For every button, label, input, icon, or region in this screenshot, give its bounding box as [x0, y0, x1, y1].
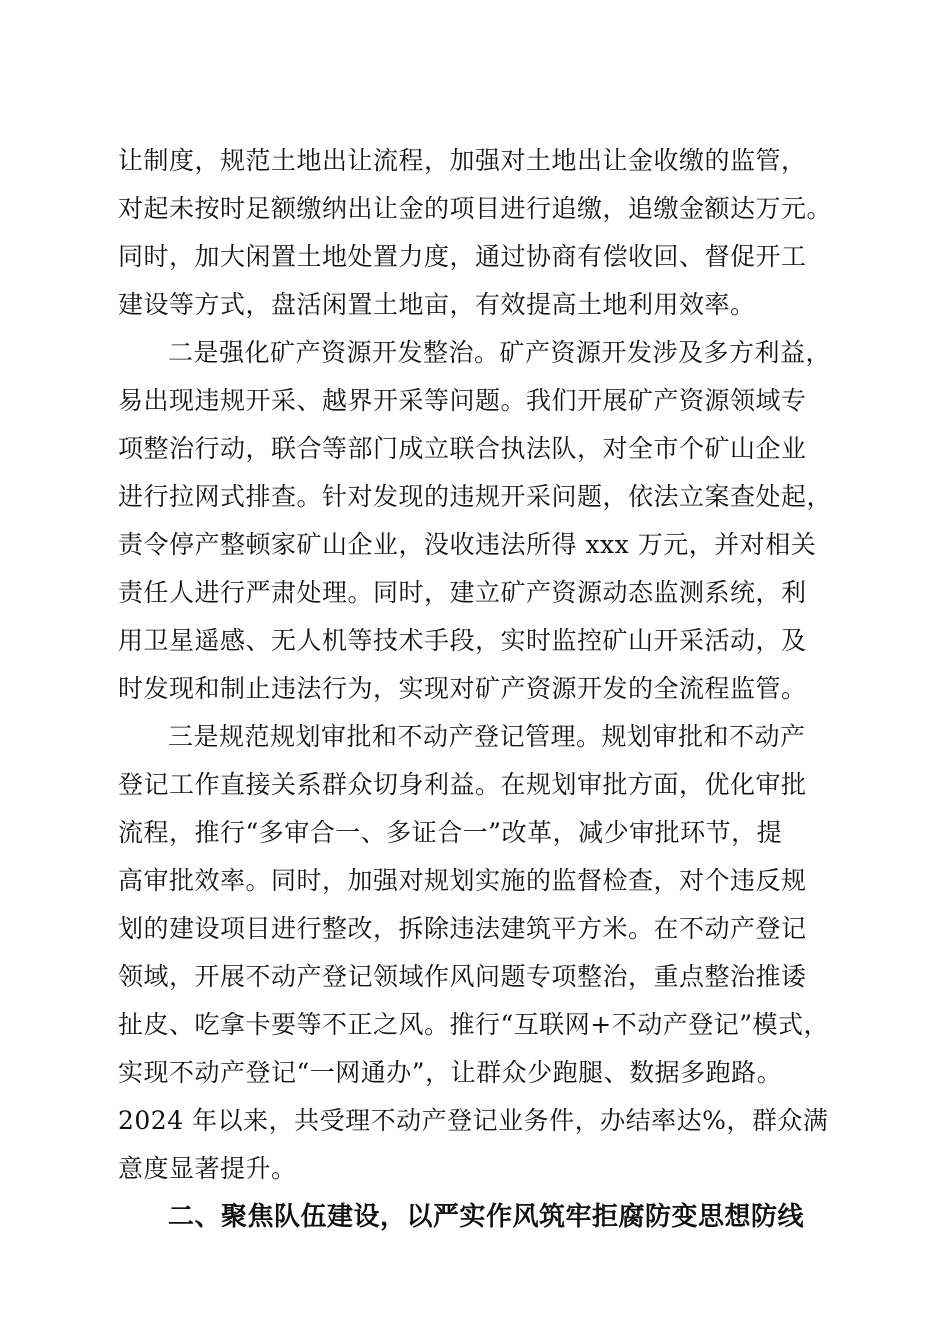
body-text-line: 登记工作直接关系群众切身利益。在规划审批方面，优化审批	[118, 770, 807, 799]
body-text-line: 对起未按时足额缴纳出让金的项目进行追缴，追缴金额达万元。	[118, 194, 833, 223]
body-text-line: 时发现和制止违法行为，实现对矿产资源开发的全流程监管。	[118, 674, 807, 703]
body-text-line	[168, 721, 806, 753]
body-text-line: 划的建设项目进行整改，拆除违法建筑平方米。在不动产登记	[118, 914, 807, 943]
body-text-line: 领域，开展不动产登记领域作风问题专项整治，重点整治推诿	[118, 962, 807, 991]
body-text-line: 意度显著提升。	[118, 1154, 297, 1183]
body-text-line: 扯皮、吃拿卡要等不正之风。推行“互联网+不动产登记”模式，	[118, 1010, 830, 1039]
body-text-line: 2024 年以来，共受理不动产登记业务件，办结率达%，群众满	[118, 1106, 829, 1135]
body-text-line: 责令停产整顿家矿山企业，没收违法所得 xxx 万元，并对相关	[118, 530, 817, 559]
body-text-line: 流程，推行“多审合一、多证合一”改革，减少审批环节，提	[118, 818, 783, 847]
body-text-line: 责任人进行严肃处理。同时，建立矿产资源动态监测系统，利	[118, 578, 807, 607]
body-text-line: 实现不动产登记“一网通办”，让群众少跑腿、数据多跑路。	[118, 1058, 783, 1087]
body-text-line: 易出现违规开采、越界开采等问题。我们开展矿产资源领域专	[118, 386, 807, 415]
body-text-line: 项整治行动，联合等部门成立联合执法队，对全市个矿山企业	[118, 434, 807, 463]
body-text-line: 同时，加大闲置土地处置力度，通过协商有偿收回、督促开工	[118, 242, 807, 271]
body-text-line: 高审批效率。同时，加强对规划实施的监督检查，对个违反规	[118, 866, 807, 895]
section-heading: 二、聚焦队伍建设，以严实作风筑牢拒腐防变思想防线	[168, 1202, 805, 1232]
body-text-line: 用卫星遥感、无人机等技术手段，实时监控矿山开采活动，及	[118, 626, 807, 655]
body-text-line	[168, 337, 831, 369]
body-text-line: 建设等方式，盘活闲置土地亩，有效提高土地利用效率。	[118, 290, 756, 319]
paragraph-lead: 二是强化矿产资源开发整治。	[168, 338, 500, 367]
paragraph-lead: 三是规范规划审批和不动产登记管理。	[168, 722, 602, 751]
body-text-line: 进行拉网式排查。针对发现的违规开采问题，依法立案查处起，	[118, 482, 833, 511]
paragraph-text: 规划审批和不动产	[601, 722, 806, 751]
paragraph-text: 矿产资源开发涉及多方利益，	[499, 338, 832, 367]
body-text-line: 让制度，规范土地出让流程，加强对土地出让金收缴的监管，	[118, 146, 807, 175]
